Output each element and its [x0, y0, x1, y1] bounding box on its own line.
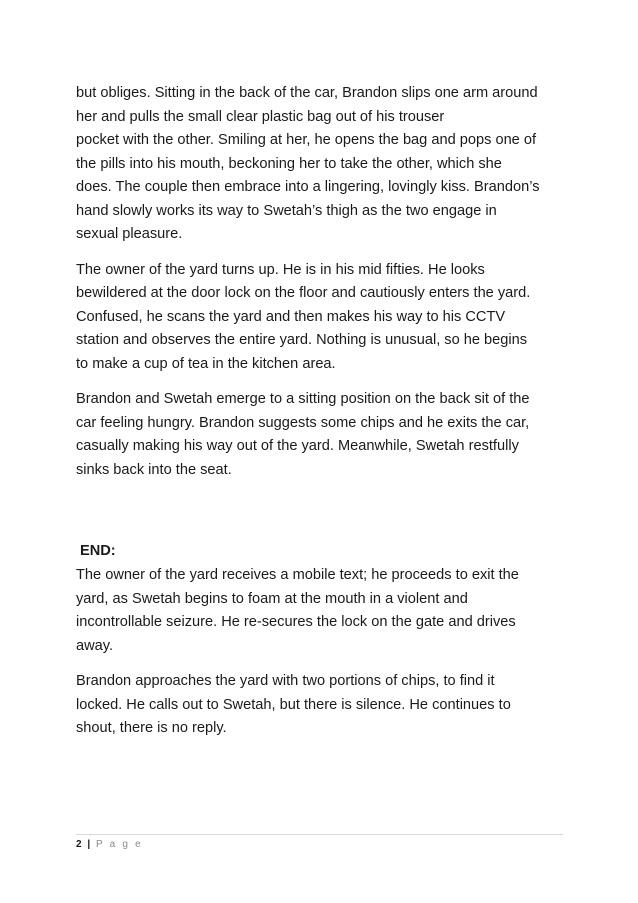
text-line: casually making his way out of the yard. Meanwhile, Swetah restfully — [76, 438, 519, 454]
text-line: Brandon and Swetah emerge to a sitting position on the back sit of the — [76, 391, 530, 407]
body-paragraph — [76, 259, 576, 377]
text-line: The owner of the yard receives a mobile text; he proceeds to exit the — [76, 567, 519, 583]
text-line: car feeling hungry. Brandon suggests some chips and he exits the car, — [76, 414, 530, 431]
page-label: P a g e — [95, 839, 143, 850]
text-line: pocket with the other. Smiling at her, he opens the bag and pops one of — [76, 132, 537, 148]
footer-divider — [76, 834, 563, 835]
page-footer — [76, 838, 143, 852]
section-heading: END: — [80, 543, 116, 559]
text-line: Brandon approaches the yard with two portions of chips, to find it — [76, 673, 495, 689]
text-line: incontrollable seizure. He re-secures the lock on the gate and drives — [76, 614, 516, 630]
text-line: but obliges. Sitting in the back of the car, Brandon slips one arm around — [76, 85, 538, 101]
body-paragraph — [76, 564, 576, 658]
footer-separator: | — [87, 839, 91, 850]
text-line: The owner of the yard turns up. He is in his mid fifties. He looks — [76, 261, 485, 278]
text-line: sinks back into the seat. — [76, 461, 232, 478]
text-line: bewildered at the door lock on the floor and cautiously enters the yard. — [76, 285, 531, 301]
text-line: sexual pleasure. — [76, 226, 183, 242]
text-line: yard, as Swetah begins to foam at the mouth in a violent and — [76, 590, 468, 607]
text-line: her and pulls the small clear plastic bag out of his trouser — [76, 108, 445, 125]
body-paragraph — [76, 670, 576, 741]
page-number: 2 — [76, 839, 82, 850]
text-line: locked. He calls out to Swetah, but there is silence. He continues to — [76, 696, 511, 713]
text-line: to make a cup of tea in the kitchen area. — [76, 355, 336, 372]
text-line: the pills into his mouth, beckoning her to take the other, which she — [76, 155, 502, 172]
text-line: does. The couple then embrace into a lingering, lovingly kiss. Brandon’s — [76, 179, 540, 195]
text-line: Confused, he scans the yard and then makes his way to his CCTV — [76, 308, 506, 325]
body-paragraph — [76, 388, 576, 482]
blank-space — [76, 494, 576, 540]
text-line: hand slowly works its way to Swetah’s thigh as the two engage in — [76, 202, 497, 219]
text-line: away. — [76, 637, 114, 654]
page-body — [76, 82, 576, 753]
body-paragraph — [76, 82, 576, 247]
text-line: station and observes the entire yard. Nothing is unusual, so he begins — [76, 332, 528, 348]
text-line: shout, there is no reply. — [76, 720, 227, 736]
